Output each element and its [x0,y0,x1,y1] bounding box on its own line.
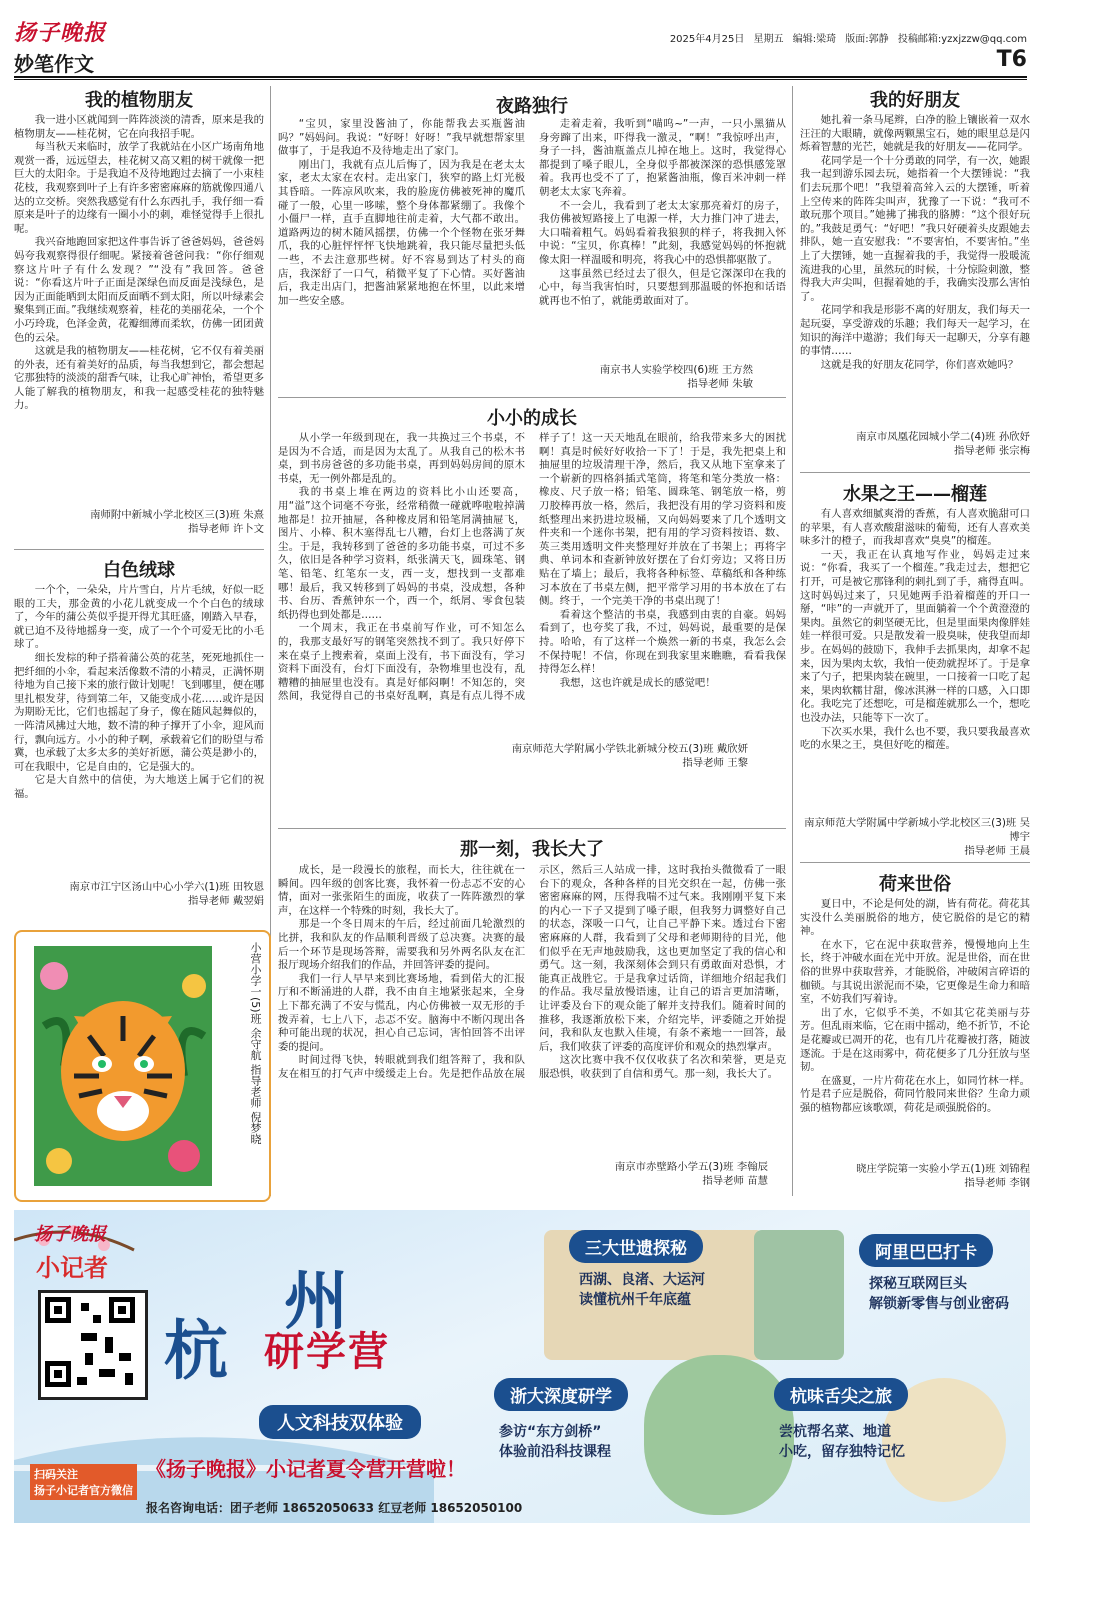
ad-big-char: 州 [284,1264,348,1339]
header-rule [14,76,1027,78]
editor: 编辑:梁琦 [792,34,837,45]
article-byline: 南京师范大学附属小学铁北新城分校五(3)班 戴欣妍 指导老师 王黎 [511,743,748,769]
newspaper-logo: 扬子晚报 [14,20,107,46]
layout-editor: 版面:郭静 [845,34,889,45]
article-title: 白色绒球 [103,560,175,581]
ad-subtitle: 人文科技双体验 [259,1405,421,1439]
article-byline: 晓庄学院第一实验小学五(1)班 刘锦程 指导老师 李钢 [856,1163,1030,1189]
divider [800,862,1030,863]
feature-text: 参访“东方剑桥” 体验前沿科技课程 [499,1424,611,1460]
qr-code-icon[interactable] [38,1290,148,1400]
ad-slogan: 《扬子晚报》小记者夏令营开营啦！ [146,1457,466,1481]
section-name: 妙笔作文 [14,52,94,76]
submission-email[interactable]: 投稿邮箱:yzxjzzw@qq.com [897,34,1027,45]
divider [278,397,786,398]
article-body: “宝贝，家里没酱油了，你能帮我去买瓶酱油吗？”妈妈问。我说：“好呀！好呀！”我早就想帮家里做事了，于是我迫不及待地走出了家门。 刚出门，我就有点儿后悔了，因为我是在老太太家，老太太家在农村。走出家门，狭窄的路上灯光极其昏暗。一阵凉风吹来，我的脸庞仿佛被死神的魔爪碰了一般，心里一哆嗦，整个身体都紧绷了。我像个小僵尸一样，直手直脚地往前走着，大气都不敢出。道路两边的树木随风摇摆，仿佛一个个怪物在张牙舞爪，我的心脏怦怦怦飞快地跳着，我只能尽量把头低一些，不去注意那些树。好不容易到达了村头的商店，我深舒了一口气，稍微平复了下心情。买好酱油后，我走出店门，把酱油紧紧地抱在怀里，以此来增加一些安全感。 走着走着，我听到“喵呜~”一声，一只小黑猫从身旁蹿了出来，吓得我一激灵，“啊！”我惊呼出声，身子一抖，酱油瓶盖点儿掉在地上。这时，我觉得心都提到了嗓子眼儿，全身似乎都被深深的恐惧感笼罩着。我再也受不了了，抱紧酱油瓶，像百米冲刺一样朝老太太家飞奔着。 不一会儿，我看到了老太太家那亮着灯的房子，我仿佛被短路接上了电源一样，大力推门冲了进去，大口喘着粗气。妈妈看着我狼狈的样子，将我拥入怀中说：“宝贝，你真棒！”此刻，我感觉妈妈的怀抱就像太阳一样温暖和明亮，将我心中的恐惧都驱散了。 这事虽然已经过去了很久，但是它深深印在我的心中，每当我害怕时，只要想到那温暖的怀抱和话语就再也不怕了，就能勇敢面对了。 [278,118,786,307]
article-byline: 南京市凤凰花园城小学二(4)班 孙欣妤 指导老师 张宗梅 [856,431,1030,457]
article-byline: 南京师范大学附属中学新城小学北校区三(3)班 吴博宇 指导老师 王晨 [804,817,1030,857]
article-body: 我一进小区就闻到一阵阵淡淡的清香，原来是我的植物朋友——桂花树，它在向我招手呢。 每当秋天来临时，放学了我就站在小区广场南角地观赏一番，远远望去，桂花树又高又粗的树干就像一把巨大的太阳伞。于是我迫不及待地跑过去摘了一小束桂花枝，我观察到叶子上有许多密密麻麻的筋就像四通八达的立交桥。突然我感觉有什么东西扎手，我仔细一看原来是叶子的边缘有一圈小小的刺，难怪觉得手上很扎呢。 我兴奋地跑回家把这件事告诉了爸爸妈妈，爸爸妈妈夸我观察得很仔细呢。紧接着爸爸问我：“你仔细观察这片叶子有什么发现？”“没有”我回答。爸爸说：“你看这片叶子正面是深绿色而反面是浅绿色，是因为正面能晒到太阳而反面晒不到太阳，所以叶绿素会聚集到正面。”我继续观察着，桂花的美丽花朵，一个个小巧玲珑，色泽金黄，花瓣细薄而柔软，仿佛一团团黄色的云朵。 这就是我的植物朋友——桂花树，它不仅有着美丽的外表，还有着美好的品质，每当我想到它，都会想起它那独特的淡淡的甜香气味，让我心旷神怡，希望更多人能了解我的植物朋友，和我一起感受桂花的独特魅力。 [14,114,264,412]
weekday: 星期五 [753,34,784,45]
divider [14,549,264,550]
divider [800,472,1030,473]
feature-text: 西湖、良渚、大运河 读懂杭州千年底蕴 [579,1272,705,1308]
feature-text: 尝杭帮名菜、地道 小吃，留存独特记忆 [779,1424,905,1460]
tiger-painting [34,946,212,1186]
article-title: 荷来世俗 [879,874,951,895]
feature-tag: 杭味舌尖之旅 [774,1378,908,1411]
article-title: 小小的成长 [487,408,577,429]
feature-tag: 三大世遗探秘 [569,1230,703,1263]
article-body: 夏日中，不论是何处的湖，皆有荷花。荷花其实没什么美丽脱俗的地方，使它脱俗的是它的精神。 在水下，它在泥中获取营养，慢慢地向上生长，终于冲破水面在光中开放。泥是世俗，而在世俗的世界中获取营养，才能脱俗，冲破闲言碎语的枷锁。与其说出淤泥而不染，它更像是生命力和暗室，不妨我们写着诗。 出了水，它似乎不美，不如其它花美丽与芬芳。但乱雨来临，它在雨中摇动，绝不折节，不论是花瓣或已凋开的花，也有几片花瓣被打落，随波逐流。于是在这雨雾中，荷花便多了几分狂放与坚韧。 在盛夏，一片片荷花在水上，如同竹林一样。竹是君子应是脱俗，荷同竹般同来世俗？生命力顽强的植物都应该歌颂，荷花是顽强脱俗的。 [800,898,1030,1114]
feature-tag: 阿里巴巴打卡 [859,1234,993,1267]
qr-pattern [41,1293,139,1391]
article-byline: 南京书人实验学校四(6)班 王方然 指导老师 朱敏 [599,364,753,390]
ad-big-char: 杭 [164,1314,228,1389]
article-body: 有人喜欢细腻爽滑的香蕉，有人喜欢脆甜可口的苹果，有人喜欢酸甜滋味的葡萄，还有人喜欢美味多汁的橙子，而我却喜欢“臭臭”的榴莲。 一天，我正在认真地写作业，妈妈走过来说：“你看，我买了一个榴莲。”我走过去，想把它打开，可是被它那锋利的刺扎到了手，痛得直叫。这时妈妈过来了，只见她两手沿着榴莲的开口一掰，“咔”的一声就开了，里面躺着一个个黄澄澄的果肉。虽然它的刺坚硬无比，但是里面果肉像胖娃娃一样很可爱。只是散发着一股臭味，使我望而却步。在妈妈的鼓励下，我伸手去抓果肉，却拿不起来，因为果肉太软，我怕一使劲就捏坏了。于是拿来了勺子，把果肉装在碗里，一口接着一口吃了起来，果肉软糯甘甜，像冰淇淋一样的口感，入口即化。我吃完了还想吃，可是榴莲就那么一个，想吃也没办法，只能等下一次了。 下次买水果，我什么也不要，我只要我最喜欢吃的水果之王，臭但好吃的榴莲。 [800,508,1030,752]
feature-tag: 浙大深度研学 [494,1378,628,1411]
divider [278,828,786,829]
issue-date: 2025年4月25日 [669,34,745,45]
article-title: 我的好朋友 [870,90,960,111]
article-byline: 南京市赤壁路小学五(3)班 李翰辰 指导老师 苗慧 [614,1161,768,1187]
article-body: 成长，是一段漫长的旅程，而长大，往往就在一瞬间。四年级的创客比赛，我怀着一份忐忑不安的心情，面对一张张陌生的面庞，收获了一阵阵激烈的掌声，在这样一个特殊的时刻，我长大了。 那是一个冬日周末的午后，经过前面几轮激烈的比拼，我和队友的作品顺利晋级了总决赛。决赛的最后一个环节是现场答辩，需要我和另外两名队友在汇报厅现场介绍我们的作品，并回答评委的提问。 我们一行人早早来到比赛场地，看到偌大的汇报厅和不断涌进的人群，我不由自主地紧张起来，全身上下都充满了不安与慌乱，内心仿佛被一双无形的手拨弄着，七上八下，忐忑不安。脑海中不断闪现出各种可能出现的状况，担心自己忘词，害怕回答不出评委的提问。 时间过得飞快，转眼就到我们组答辩了，我和队友在相互的打气声中缓缓走上台。先是把作品放在展示区，然后三人站成一排，这时我抬头微微看了一眼台下的观众，各种各样的目光交织在一起，仿佛一张密密麻麻的网，压得我喘不过气来。我刚刚平复下来的内心一下子又提到了嗓子眼，但我努力调整好自己的状态，深吸一口气，让自己平静下来。透过台下密密麻麻的人群，我看到了父母和老师期待的目光，他们似乎在无声地鼓励我，这也更加坚定了我的信心和勇气。这一刻，我深刻体会到只有勇敢面对恐惧，才能真正战胜它。于是我拿过话筒，详细地介绍起我们的作品。我尽量放慢语速，让自己的语言更加清晰，让评委及台下的观众能了解并支持我们。随着时间的推移，我逐渐放松下来，介绍完毕，评委随之开始提问，我和队友也默入佳境，有条不紊地一一回答，最后，我们收获了评委的高度评价和观众的热烈掌声。 这次比赛中我不仅仅收获了名次和荣誉，更是克服恐惧，收获到了自信和勇气。那一刻，我长大了。 [278,864,786,1080]
article-title: 夜路独行 [496,96,568,117]
artwork-caption: 小营小学一(5)班 余守航 指导老师 倪梦晓 [249,942,262,1145]
ad-logo: 扬子晚报 [34,1224,106,1245]
article-title: 我的植物朋友 [85,90,193,111]
header-rule-thin [14,79,1027,80]
masthead-info [664,30,1027,45]
article-title: 那一刻，我长大了 [460,839,604,860]
ad-camp-title: 研学营 [264,1329,390,1375]
article-byline: 南京市江宁区汤山中心小学六(1)班 田牧恩 指导老师 戴翌娟 [69,881,264,907]
article-title: 水果之王——榴莲 [843,484,987,505]
divider [792,86,793,1196]
article-byline: 南师附中新城小学北校区三(3)班 朱熹 指导老师 许卜文 [90,509,264,535]
ad-badge: 小记者 [36,1254,108,1282]
article-body: 从小学一年级到现在，我一共换过三个书桌，不是因为不合适，而是因为太乱了。从我自己的松木书桌，到书房爸爸的多功能书桌，再到妈妈房间的原木书桌，无一例外都是乱的。 我的书桌上堆在两边的资料比小山还要高，用“溢”这个词毫不夸张，经常稍微一碰就哗啦啦掉满地都是！拉开抽屉，各种橡皮屑和铅笔屑满抽屉飞，图片、小棒、积木塞得乱七八糟，台灯上也落满了灰尘。于是，我转移到了爸爸的多功能书桌，可过不多久，依旧是各种学习资料，纸张满天飞，圆珠笔、钢笔、铅笔、红笔东一支，西一支，想找到一支都难哪！最后，我又转移到了妈妈的书桌，没成想，各种书、台历、香蕉钟东一个，西一个，纸屑、零食包装纸扔得也到处都是…… 一个周末，我正在书桌前写作业，可不知怎么的，我那支最好写的钢笔突然找不到了。我只好停下来在桌子上搜索着，桌面上没有，书下面没有，学习资料下面没有，台灯下面没有，杂物堆里也没有，乱糟糟的抽屉里也没有。真是好郁闷啊！不知怎的，突然间，我觉得自己的书桌好乱啊，真是有点儿得不成样子了！这一天天地乱在眼前，给我带来多大的困扰啊！真是时候好好收拾一下了！于是，我先把桌上和抽屉里的垃圾清理干净，然后，我又从地下室拿来了一个崭新的四格斜插式笔筒，将笔和笔分类放一格：橡皮、尺子放一格；铅笔、圆珠笔、钢笔放一格，剪刀胶棒再放一格，然后，我把没有用的学习资料和废纸整理出来扔进垃圾桶，又向妈妈要来了几个透明文件夹和一个迷你书架，把有用的学习资料按语、数、英三类用透明文件夹整理好并放在了书架上；再将字典、单词本和查新钟放好摆在了台灯旁边；又将日历贴在了墙上；最后，我将各种标签、草稿纸和各种练习本放在了书桌左侧，把平常学习用的书本放在了右侧。终于，一个完美干净的书桌出现了！ 看着这个整洁的书桌，我感到由衷的自豪。妈妈看到了，也夸奖了我，不过，妈妈说，最重要的是保持。哈哈，有了这样一个焕然一新的书桌，我怎么会不保持呢！不信，你现在到我家里来瞧瞧，看看我保持得怎么样！ 我想，这也许就是成长的感觉吧！ [278,432,786,703]
page-number: T6 [996,47,1027,72]
tiger-icon [34,946,212,1186]
student-artwork [14,930,271,1202]
qr-label: 扫码关注 扬子小记者官方微信 [30,1464,137,1500]
feature-text: 探秘互联网巨头 解锁新零售与创业密码 [869,1276,1009,1312]
article-body: 她扎着一条马尾辫，白净的脸上镶嵌着一双水汪汪的大眼睛，就像两颗黑宝石，她的眼里总是闪烁着智慧的光芒，她就是我的好朋友——花同学。 花同学是一个十分勇敢的同学，有一次，她跟我一起到游乐园去玩，她指着一个大摆锤说：“我们去玩那个吧！”我望着高耸入云的大摆锤，听着上空传来的阵阵尖叫声，犹豫了一下说：“我可不敢玩那个项目。”她拂了拂我的胳膊：“这个很好玩的。”我鼓足勇气：“好吧！”我只好硬着头皮跟她去排队，她一直安慰我：“不要害怕，不要害怕。”坐上了大摆锤，她一直握着我的手，我觉得一股暖流流进我的心里，虽然玩的时候，十分惊险刺激，整得我大声尖叫，但握着她的手，我确实没那么害怕了。 花同学和我是形影不离的好朋友，我们每天一起玩耍，享受游戏的乐趣；我们每天一起学习，在知识的海洋中遨游；我们每天一起聊天，分享有趣的事情…… 这就是我的好朋友花同学，你们喜欢她吗？ [800,114,1030,371]
summer-camp-ad[interactable] [14,1210,1030,1523]
article-body: 一个个，一朵朵，片片雪白，片片毛绒，好似一眨眼的工夫，那金黄的小花儿就变成一个个白色的绒球了，今年的蒲公英似乎提开得尤其旺盛，刚踏入早春，就已迫不及待地摇身一变，成了一个个可爱无比的小毛球了。 细长发棕的种子搭着蒲公英的花茎，死死地抓住一把纤细的小伞，看起来活像数不清的小精灵，正满怀期待地为自己接下来的旅行做计划呢！飞到哪里，便在哪里扎根发芽，待到第二年，又能变成小花……或许是因为期盼无比，它们也摇起了身子，像在随风起舞似的，一阵清风拂过大地，数不清的种子撑开了小伞，迎风而行，飘向远方。小小的种子啊，承载着它们的盼望与希冀，也承载了太多太多的美好祈愿，蒲公英是渺小的，可在我眼中，它是自由的，它是强大的。 它是大自然中的信使，为大地送上属于它们的祝福。 [14,584,264,800]
ad-contact[interactable]: 报名咨询电话：团子老师 18652050633 红豆老师 18652050100 [146,1501,523,1515]
